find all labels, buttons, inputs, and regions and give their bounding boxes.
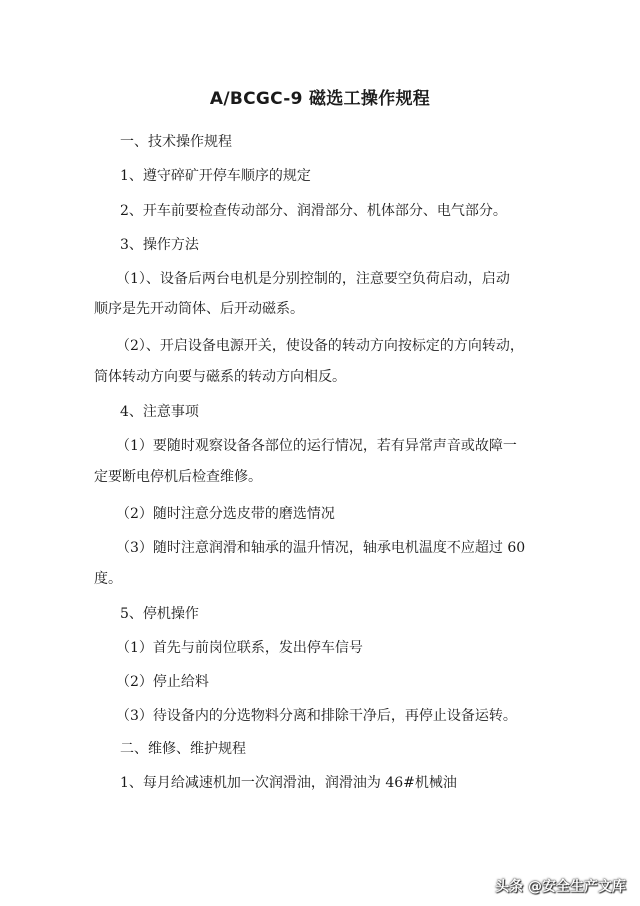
paragraph: （2）随时注意分选皮带的磨选情况	[116, 506, 335, 522]
paragraph: 1、每月给减速机加一次润滑油，润滑油为 46#机械油	[120, 775, 457, 791]
paragraph: 3、操作方法	[120, 237, 199, 253]
paragraph: （3）待设备内的分选物料分离和排除干净后，再停止设备运转。	[116, 708, 517, 724]
paragraph-continuation: 定要断电停机后检查维修。	[94, 469, 262, 485]
paragraph: （1）要随时观察设备各部位的运行情况，若有异常声音或故障一	[116, 438, 517, 454]
paragraph: 2、开车前要检查传动部分、润滑部分、机体部分、电气部分。	[120, 203, 507, 219]
paragraph: （2）停止给料	[116, 674, 209, 690]
page-title: A/BCGC-9 磁选工操作规程	[209, 89, 431, 109]
paragraph: （1）、设备后两台电机是分别控制的，注意要空负荷启动，启动	[116, 271, 510, 287]
paragraph-continuation: 度。	[94, 571, 122, 587]
paragraph: （2）、开启设备电源开关，使设备的转动方向按标定的方向转动，	[116, 338, 524, 354]
section-heading: 一、技术操作规程	[120, 134, 232, 150]
paragraph: 1、遵守碎矿开停车顺序的规定	[120, 168, 311, 184]
paragraph: 5、停机操作	[120, 606, 199, 622]
paragraph: 4、注意事项	[120, 404, 199, 420]
paragraph: （3）随时注意润滑和轴承的温升情况，轴承电机温度不应超过 60	[116, 540, 526, 556]
paragraph: （1）首先与前岗位联系，发出停车信号	[116, 640, 363, 656]
watermark: 头条 @安全生产文库	[495, 879, 626, 895]
paragraph-continuation: 顺序是先开动筒体、后开动磁系。	[94, 301, 304, 317]
paragraph-continuation: 筒体转动方向要与磁系的转动方向相反。	[94, 369, 346, 385]
section-heading: 二、维修、维护规程	[120, 741, 246, 757]
